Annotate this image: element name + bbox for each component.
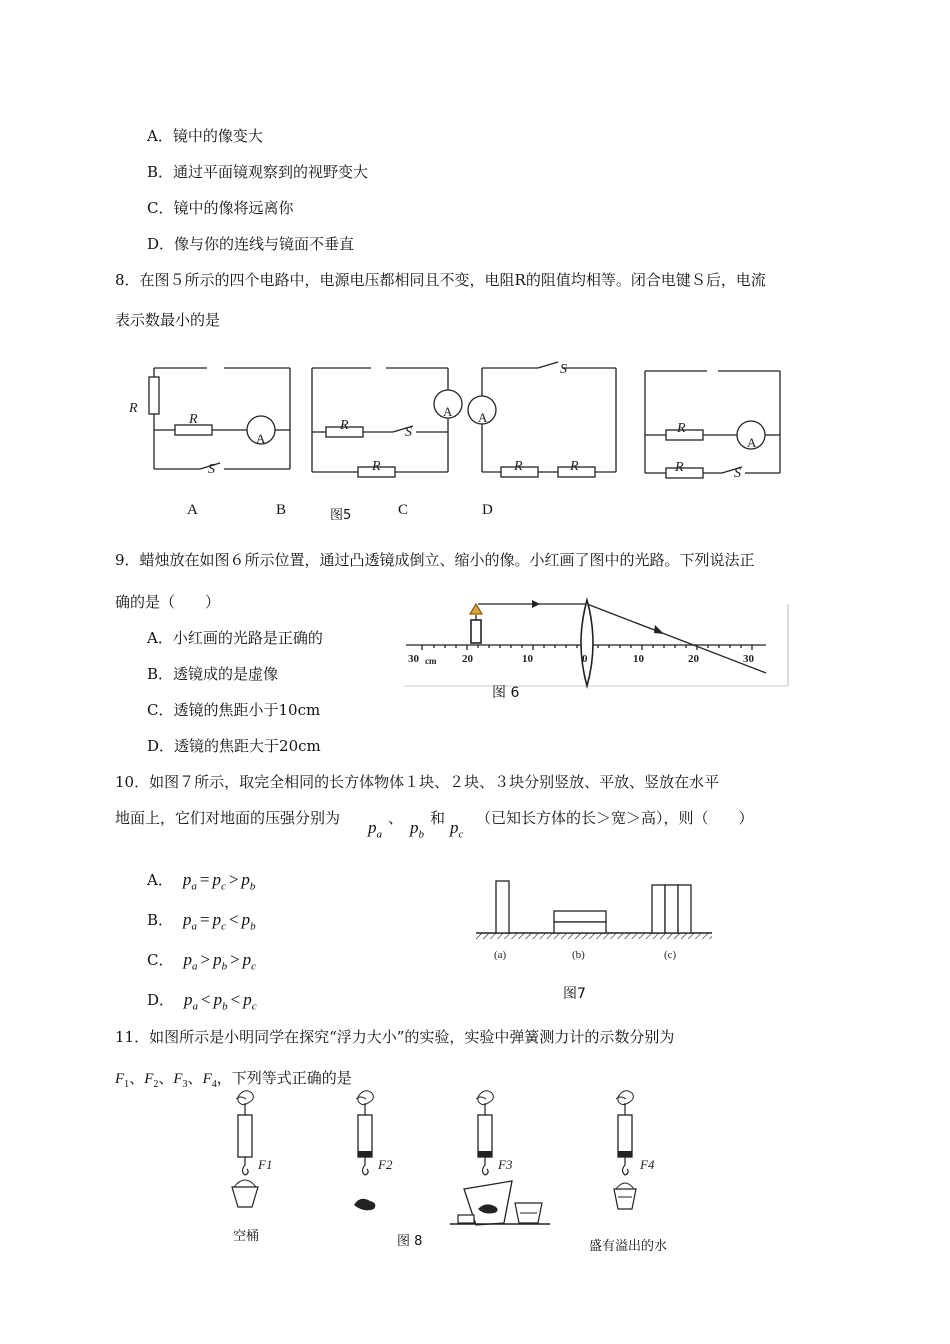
q10-pb: $p_b$: [410, 818, 424, 841]
figure-7-label-b: (b): [572, 949, 585, 961]
figure-5-caption: 图5: [330, 508, 352, 523]
q8-stem-line2: 表示数最小的是: [115, 311, 221, 329]
figure-8-label-empty-bucket: 空桶: [233, 1229, 260, 1244]
circuit-4-r1-label: R: [677, 421, 686, 436]
circuit-d-ammeter-label: A: [478, 410, 488, 425]
q7-option-c: C．镜中的像将远离你: [147, 199, 294, 217]
circuit-a-ammeter-label: A: [256, 431, 266, 446]
q9-option-a: A．小红画的光路是正确的: [147, 629, 323, 647]
figure-8-force-f4: F4: [640, 1157, 655, 1172]
figure-8-label-overflow-water: 盛有溢出的水: [589, 1239, 668, 1254]
q9-option-b: B．透镜成的是虚像: [147, 665, 279, 683]
figure-8-force-f3: F3: [498, 1157, 513, 1172]
figure-5-circuits: [0, 350, 950, 530]
figure-5-label-d: D: [482, 502, 493, 518]
q10-separator-1: 、: [388, 809, 404, 827]
circuit-a-r2-label: R: [189, 412, 198, 427]
q10-option-b: B． $p_a = p_c < p_b$: [147, 910, 256, 933]
spring-scale-1: [232, 1091, 258, 1207]
figure-6-lens: [400, 600, 800, 690]
q10-option-c: C． $p_a > p_b > p_c$: [147, 950, 257, 973]
circuit-b: [312, 368, 462, 477]
q7-option-b: B．通过平面镜观察到的视野变大: [147, 163, 369, 181]
q10-option-d: D． $p_a < p_b < p_c$: [147, 990, 257, 1013]
figure-5-label-c: C: [398, 502, 409, 518]
figure-8-spring-scales: [220, 1085, 680, 1245]
q10-stem-line2-pre: 地面上，它们对地面的压强分别为: [115, 809, 341, 827]
q10-stem-line2-post: （已知长方体的长＞宽＞高），则（ ）: [476, 809, 754, 827]
circuit-d-r1-label: R: [514, 459, 523, 474]
q11-stem-line1: 11．如图所示是小明同学在探究“浮力大小”的实验，实验中弹簧测力计的示数分别为: [115, 1028, 675, 1046]
figure-6-tick-10-left: 10: [522, 653, 533, 665]
circuit-d: [468, 362, 616, 477]
circuit-b-r2-label: R: [372, 459, 381, 474]
figure-7-label-c: (c): [664, 949, 677, 961]
figure-6-tick-30-right: 30: [743, 653, 754, 665]
q10-option-a: A． $p_a = p_c > p_b$: [147, 870, 256, 893]
q9-stem-line2: 确的是（ ）: [115, 593, 221, 611]
q7-option-a: A．镜中的像变大: [147, 127, 263, 145]
q10-separator-2: 和: [430, 809, 446, 827]
figure-6-tick-20-right: 20: [688, 653, 699, 665]
circuit-b-r1-label: R: [340, 418, 349, 433]
q10-stem-line1: 10．如图７所示，取完全相同的长方体物体１块、２块、３块分别竖放、平放、竖放在水平: [115, 773, 720, 791]
circuit-b-switch-label: S: [405, 425, 412, 440]
q9-option-c: C．透镜的焦距小于10cm: [147, 701, 321, 719]
figure-6-tick-0: 0: [582, 653, 588, 665]
figure-8-force-f1: F1: [258, 1157, 273, 1172]
q11-stem-line2: $F_1$、$F_2$、$F_3$、$F_4$，下列等式正确的是: [115, 1069, 352, 1090]
circuit-a-r1-label: R: [129, 401, 138, 416]
figure-8-caption: 图 8: [397, 1234, 423, 1249]
spring-scale-4: [614, 1091, 636, 1209]
circuit-a-switch-label: S: [208, 462, 215, 477]
circuit-d-switch-label: S: [560, 362, 567, 377]
q9-option-d: D．透镜的焦距大于20cm: [147, 737, 321, 755]
circuit-a: [149, 368, 290, 469]
circuit-4-switch-label: S: [734, 466, 741, 481]
figure-6-tick-30-left: 30: [408, 653, 419, 665]
figure-7-label-a: (a): [494, 949, 507, 961]
figure-5-label-b: B: [276, 502, 287, 518]
q10-pa: $p_a$: [368, 818, 382, 841]
q10-pc: $p_c$: [450, 818, 464, 841]
q9-stem-line1: 9．蜡烛放在如图６所示位置，通过凸透镜成倒立、缩小的像。小红画了图中的光路。下列说法正: [115, 551, 755, 569]
figure-7-caption: 图7: [563, 986, 586, 1002]
figure-7-blocks: [476, 875, 716, 965]
circuit-d-r2-label: R: [570, 459, 579, 474]
figure-8-force-f2: F2: [378, 1157, 393, 1172]
circuit-4-r2-label: R: [675, 460, 684, 475]
figure-5-label-a: A: [187, 502, 198, 518]
figure-6-tick-20-left: 20: [462, 653, 473, 665]
q8-stem-line1: 8．在图５所示的四个电路中，电源电压都相同且不变，电阻R的阻值均相等。闭合电键Ｓ后，电流: [115, 271, 766, 289]
circuit-b-ammeter-label: A: [443, 404, 453, 419]
figure-6-tick-10-right: 10: [633, 653, 644, 665]
q11-force-vars: $F_1$、$F_2$、$F_3$、$F_4$: [115, 1071, 217, 1090]
spring-scale-2: [354, 1091, 375, 1211]
figure-6-caption: 图 6: [492, 685, 520, 701]
circuit-4: [645, 371, 780, 478]
q7-option-d: D．像与你的连线与镜面不垂直: [147, 235, 355, 253]
figure-6-unit: cm: [425, 656, 437, 666]
circuit-4-ammeter-label: A: [747, 435, 757, 450]
